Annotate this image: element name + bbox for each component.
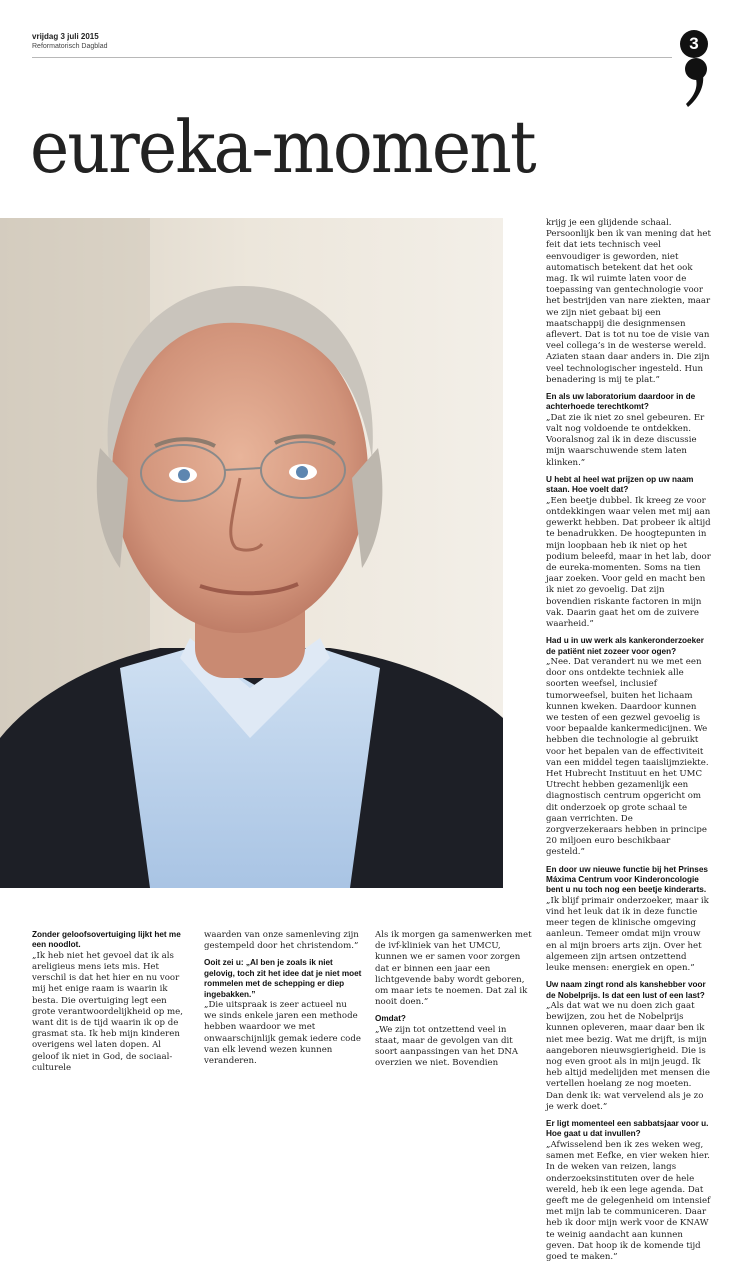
bottom-column-3: [375, 930, 533, 1076]
question-text: Zonder geloofsovertuiging lijkt het me een noodlot.: [32, 930, 181, 950]
answer-text: „Een beetje dubbel. Ik kreeg ze voor ontdekkingen waar velen met mij aan gewerkt hebben. Dat probeer ik altijd te benadrukken. De hoogtepunten in mijn loopbaan heb ik niet op het podium beleefd, maar in het lab, door de eureka-momenten. Soms na tien jaar zoeken. Voor geld en macht ben ik niet zo gevoelig. Dat zijn bovendien riskante factoren in mijn vak. Daarin gaat het om de zuivere waarheid.”: [546, 495, 711, 629]
answer-text: „Ik blijf primair onderzoeker, maar ik vind het leuk dat ik in deze functie meer tegen de klinische omgeving aanleun. Temeer omdat mijn vrouw en al mijn broers arts zijn. Over het algemeen zijn artsen ontzettend leuke mensen: energiek en open.”: [546, 895, 709, 974]
newspaper-name: Reformatorisch Dagblad: [32, 43, 108, 50]
page-number-badge: 3: [680, 30, 708, 58]
answer-text: „Afwisselend ben ik zes weken weg, samen met Eefke, en vier weken hier. In de weken van reizen, langs onderzoeksinstituten over de hele wereld, heb ik een lege agenda. Dat geeft me de gelegenheid om intensief met mijn lab te communiceren. Daar heb ik door mijn werk voor de KNAW te weinig aandacht aan kunnen geven. Dat hoop ik de komende tijd goed te maken.”: [546, 1139, 711, 1262]
qa-block: [546, 865, 711, 975]
bottom-column-1: [32, 930, 190, 1080]
answer-text: „Dat zie ik niet zo snel gebeuren. Er valt nog voldoende te ontdekken. Vooralsnog zal ik in deze discussie mijn waarschuwende stem laten klinken.”: [546, 412, 705, 468]
issue-date: vrijdag 3 juli 2015: [32, 32, 99, 41]
masthead: [32, 32, 107, 52]
answer-text: krijg je een glijdende schaal. Persoonlijk ben ik van mening dat het feit dat iets technisch veel eenvoudiger is geworden, niet automatisch betekent dat het ook mag. Ik wil ruimte laten voor de toepassing van gentechnologie voor het bestrijden van nare ziekten, maar we zijn niet gebaat bij een maatschappij die designmensen aflevert. Dat is tot nu toe de visie van veel collega’s in de westerse wereld. Aziaten staan daar anders in. Die zijn veel technologischer ingesteld. Hun benadering is mij te plat.”: [546, 218, 711, 385]
qa-block: [546, 1119, 711, 1263]
qa-block: [204, 958, 362, 1067]
answer-text: „We zijn tot ontzettend veel in staat, maar de gevolgen van dit soort aanpassingen van het DNA overzien we niet. Bovendien: [375, 1024, 519, 1069]
header-rule: [32, 57, 672, 58]
paragraph: waarden van onze samenleving zijn gestempeld door het christendom.”: [204, 930, 359, 952]
qa-block: [546, 980, 711, 1113]
answer-text: „Die uitspraak is zeer actueel nu we sinds enkele jaren een methode hebben waardoor we met onwaarschijnlijk gemak iedere code van elk levend wezen kunnen veranderen.: [204, 1000, 361, 1067]
qa-block: [375, 1014, 533, 1069]
question-text: Er ligt momenteel een sabbatsjaar voor u. Hoe gaat u dat invullen?: [546, 1119, 709, 1139]
question-text: Had u in uw werk als kankeronderzoeker de patiënt niet zozeer voor ogen?: [546, 636, 704, 656]
bottom-column-2: [204, 930, 362, 1073]
qa-block: [546, 636, 711, 858]
answer-text: „Nee. Dat verandert nu we met een door ons ontdekte techniek alle soorten weefsel, inclusief tumorweefsel, buiten het lichaam kunnen kweken. Daardoor kunnen we testen of een gezwel gevoelig is voor bepaalde kankermedicijnen. We hebben die technologie al gebruikt voor het bepalen van de effectiviteit van een middel tegen taaislijmziekte. Het Hubrecht Instituut en het UMC Utrecht hebben gezamenlijk een diagnostisch centrum opgericht om dit onderzoek op grote schaal te gaan verrichten. De zorgverzekeraars hebben in principe 20 miljoen euro beschikbaar gesteld.”: [546, 656, 709, 858]
answer-text: „Ik heb niet het gevoel dat ik als areligieus mens iets mis. Het verschil is dat het hier en nu voor mij het enige raam is waarin ik besta. Die overtuiging legt een grote verantwoordelijkheid op me, want dit is de tijd waarin ik op de grasmat sta. Ik heb mijn kinderen overigens wel laten dopen. Al geloof ik niet in God, de sociaal-culturele: [32, 950, 183, 1073]
answer-text: „Als dat wat we nu doen zich gaat bewijzen, zou het de Nobelprijs kunnen opleveren, maar daar ben ik niet mee bezig. Wat me drijft, is mijn aangeboren nieuwsgierigheid. Die is nog even groot als in mijn jeugd. Ik heb altijd medelijden met mensen die vertellen hoelang ze nog moeten. Dan denk ik: wat vervelend als je zo je werk doet.”: [546, 1001, 710, 1112]
question-text: En als uw laboratorium daardoor in de achterhoede terechtkomt?: [546, 392, 696, 412]
right-column: [546, 218, 711, 1269]
question-text: En door uw nieuwe functie bij het Prinses Máxima Centrum voor Kinderoncologie bent u nu toch nog een beetje kinderarts.: [546, 864, 708, 895]
question-text: Omdat?: [375, 1014, 406, 1024]
qa-block: [546, 392, 711, 469]
qa-block: [32, 930, 190, 1074]
paragraph: Als ik morgen ga samenwerken met de ivf-kliniek van het UMCU, kunnen we er samen voor zorgen dat er binnen een jaar een lichtgevende baby wordt geboren, om maar iets te noemen. Dat zal ik nooit doen.”: [375, 930, 532, 1008]
question-text: U hebt al heel wat prijzen op uw naam staan. Hoe voelt dat?: [546, 474, 694, 495]
question-text: Uw naam zingt rond als kanshebber voor de Nobelprijs. Is dat een lust of een last?: [546, 980, 706, 1000]
comma-logo-icon: [684, 57, 708, 109]
qa-block: [546, 475, 711, 630]
headline: eureka-moment: [30, 105, 535, 189]
question-text: Ooit zei u: „Al ben je zoals ik niet gelovig, toch zit het idee dat je niet moet rommelen met de schepping er diep ingebakken.”: [204, 958, 362, 999]
paragraph: [546, 218, 711, 386]
portrait-photo: [0, 218, 503, 888]
